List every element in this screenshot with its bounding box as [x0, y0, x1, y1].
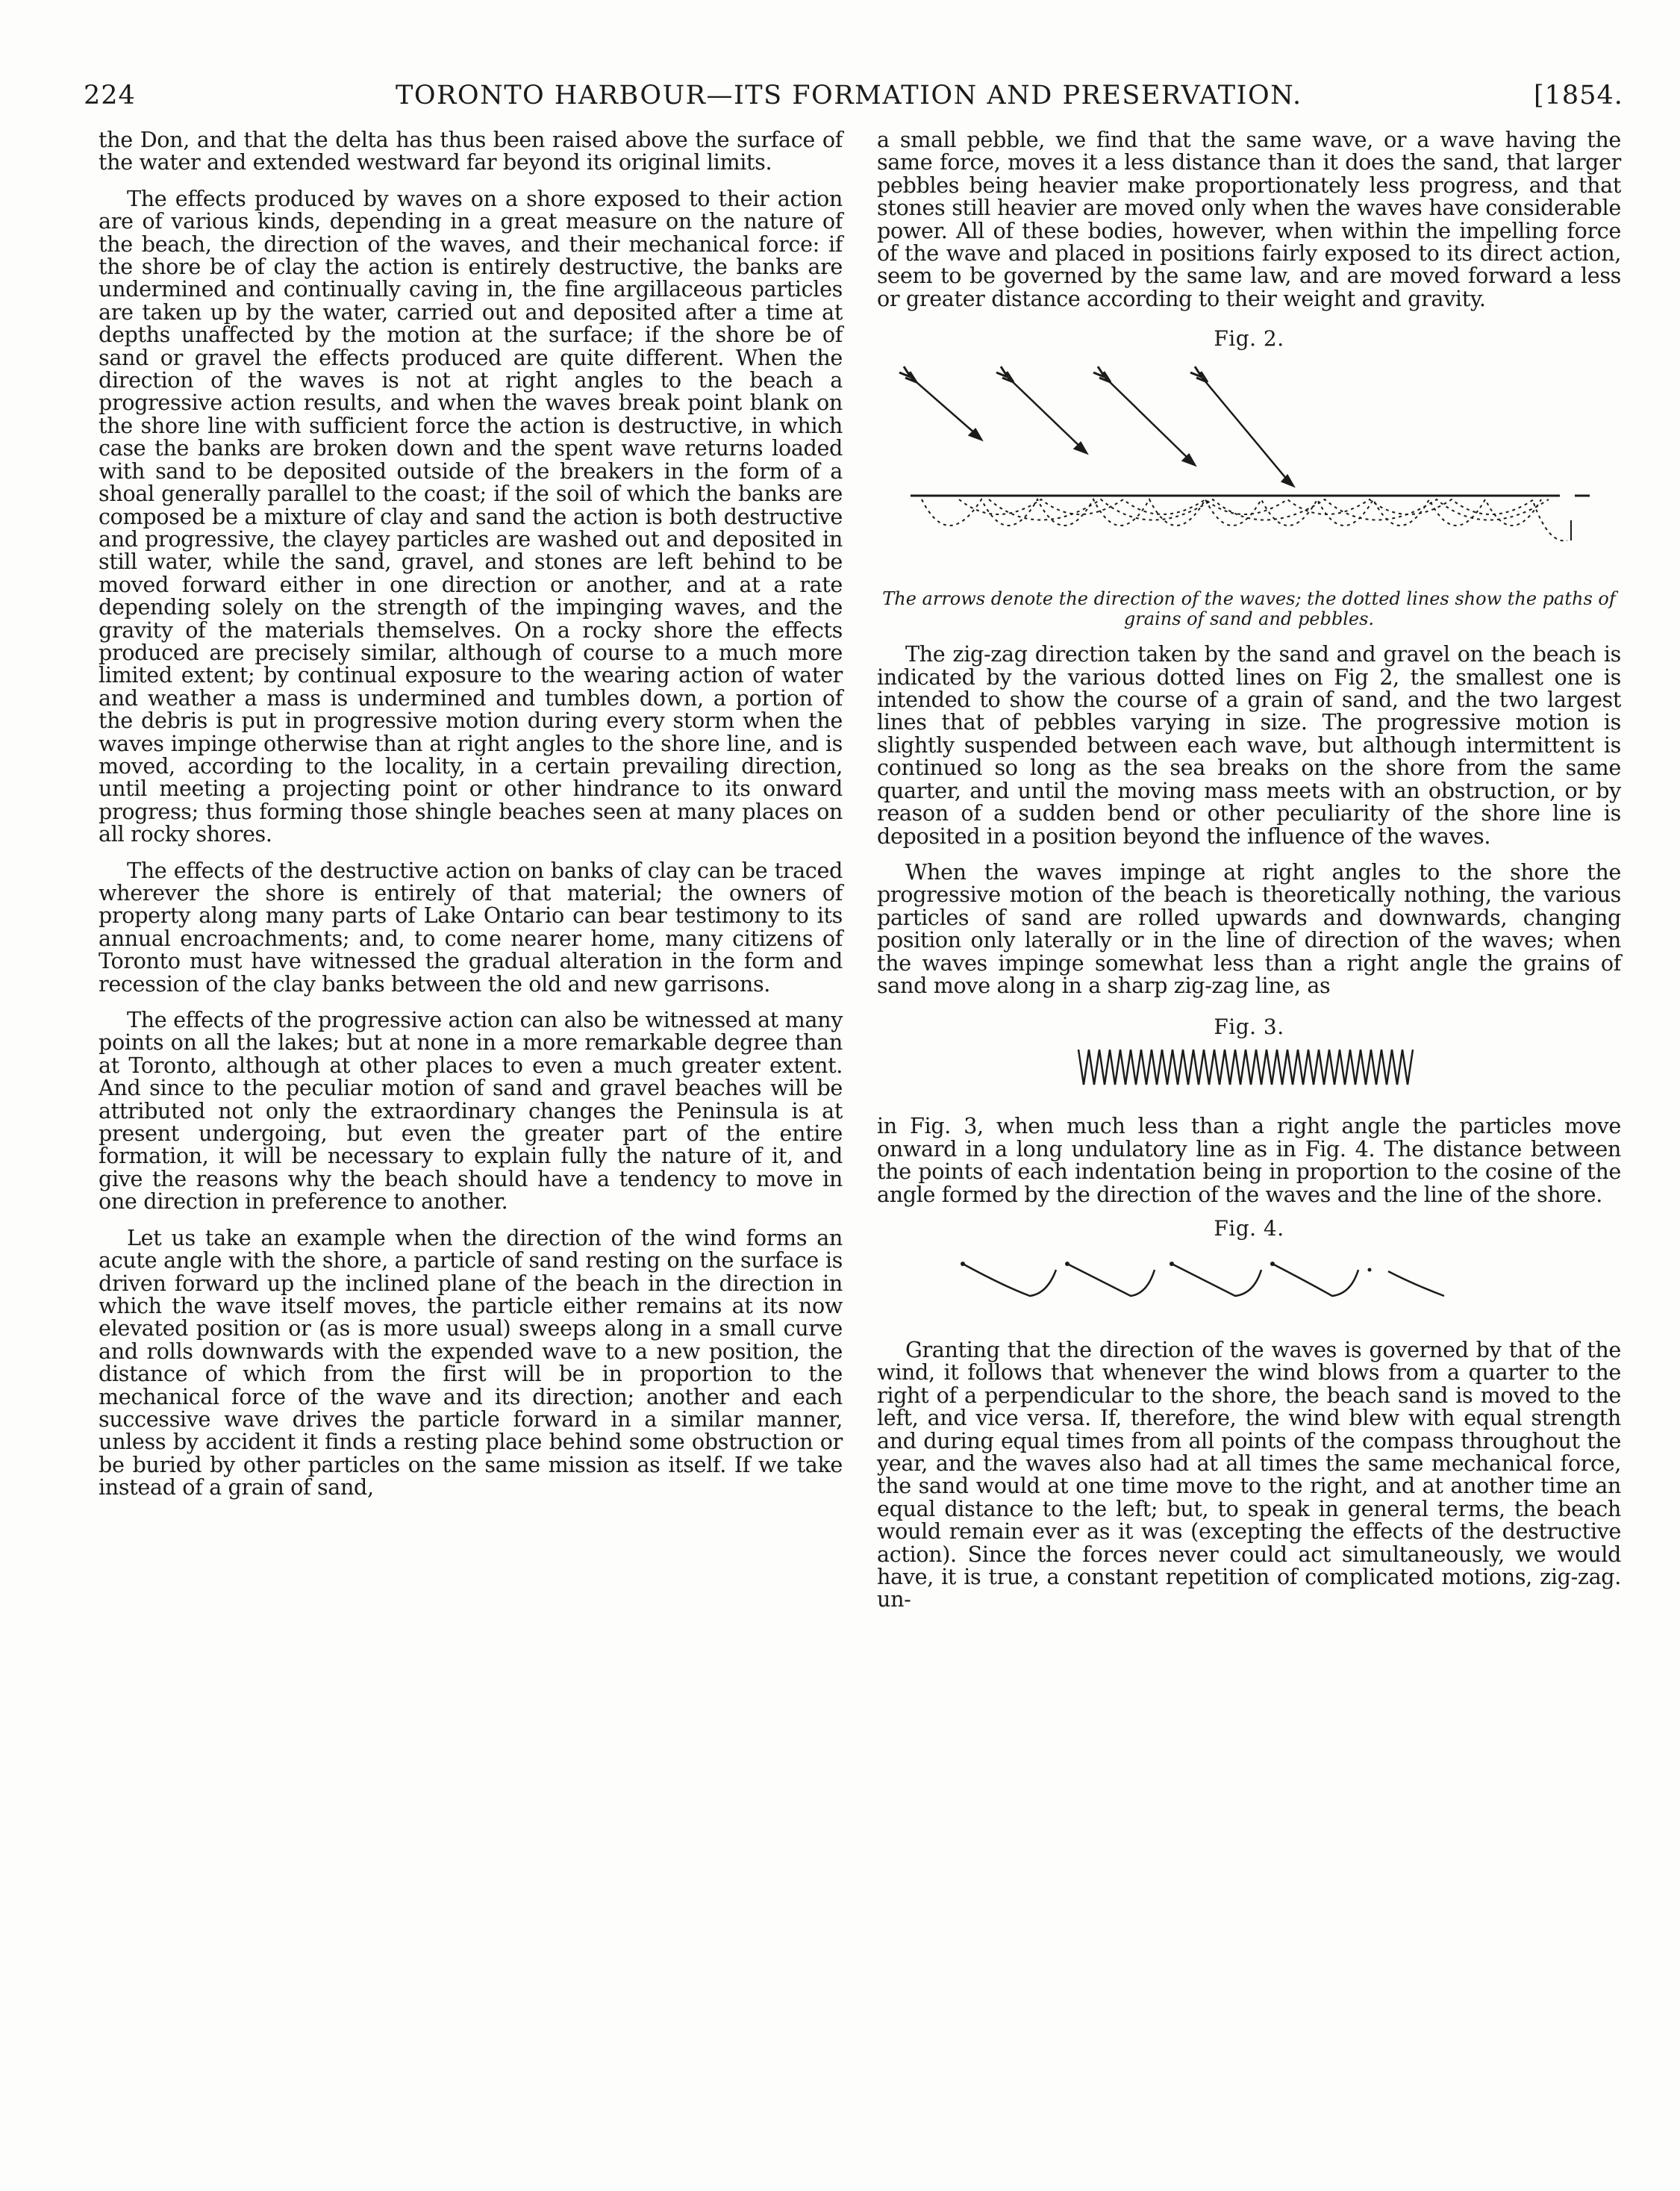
arrow-icon	[899, 367, 981, 440]
fig2-label: Fig. 2.	[1214, 326, 1284, 352]
fig2-caption: The arrows denote the direction of the waves; the dotted lines show the paths of grains of sand and pebbles.	[882, 588, 1616, 630]
paragraph: in Fig. 3, when much less than a right angle the particles move onward in a long undulatory line as in Fig. 4. The distance between the points of each indentation being in proportion to the cosine of the angle formed by the direction of the waves and the line of the shore.	[877, 1113, 1621, 1207]
paragraph: The effects of the destructive action on banks of clay can be traced wherever the shore is entirely of that material; the owners of property along many parts of Lake Ontario can bear testimony to its annual encroachments; and, to come nearer home, many citizens of Toronto must have witnessed the gradual alteration in the form and recession of the clay banks between the old and new garrisons.	[99, 857, 843, 997]
paragraph: a small pebble, we find that the same wave, or a wave having the same force, moves it a less distance than it does the sand, that larger pebbles being heavier make proportionately less progress, and that stones still heavier are moved only when the waves have considerable power. All of these bodies, however, when within the impelling force of the wave and placed in positions fairly exposed to its direct action, seem to be governed by the same law, and are moved forward a less or greater distance according to their weight and gravity.	[877, 127, 1621, 311]
fig2-figure	[877, 350, 1621, 589]
fig3-figure	[877, 1038, 1621, 1098]
paragraph: The effects produced by waves on a shore exposed to their action are of various kinds, depending in a great measure on the nature of the beach, the direction of the waves, and their mechanical force: if the shore be of clay the action is entirely destructive, the banks are undermined and continually caving in, the fine argillaceous particles are taken up by the water, carried out and deposited after a time at depths unaffected by the motion at the surface; if the shore be of sand or gravel the effects produced are quite different. When the direction of the waves is not at right angles to the beach a progressive action results, and when the waves break point blank on the shore line with sufficient force the action is destructive, in which case the banks are broken down and the spent wave returns loaded with sand to be deposited outside of the breakers in the form of a shoal generally parallel to the coast; if the soil of which the banks are composed be a mixture of clay and sand the action is both destructive and progressive, the clayey particles are washed out and deposited in still water, while the sand, gravel, and stones are left behind to be moved forward either in one direction or another, and at a rate depending solely on the strength of the impinging waves, and the gravity of the materials themselves. On a rocky shore the effects produced are precisely similar, although of course to a much more limited extent; by continual exposure to the wearing action of water and weather a mass is undermined and tumbles down, a portion of the debris is put in progressive motion during every storm when the waves impinge otherwise than at right angles to the shore line, and is moved, according to the locality, in a certain prevailing direction, until meeting a projecting point or other hindrance to its onward progress; thus forming those shingle beaches seen at many places on all rocky shores.	[99, 185, 843, 847]
wave-arrows	[899, 367, 1293, 486]
left-column	[99, 128, 843, 1499]
arrow-icon	[1093, 367, 1195, 465]
fig4-label: Fig. 4.	[1214, 1215, 1284, 1241]
page-number: 224	[84, 81, 136, 110]
paragraph: The zig-zag direction taken by the sand and gravel on the beach is indicated by the various dotted lines on Fig 2, the smallest one is intended to show the course of a grain of sand, and the two largest lines that of pebbles varying in size. The progressive motion is slightly suspended between each wave, but although intermittent is continued so long as the sea breaks on the shore from the same quarter, and until the moving mass meets with an obstruction, or by reason of a sudden bend or other peculiarity of the shore line is deposited in a position beyond the influence of the waves.	[877, 641, 1621, 849]
paragraph: the Don, and that the delta has thus been raised above the surface of the water and extended westward far beyond its original limits.	[99, 127, 843, 175]
paragraph: Let us take an example when the direction of the wind forms an acute angle with the shore, a particle of sand resting on the surface is driven forward up the inclined plane of the beach in the direction in which the wave itself moves, the particle either remains at its now elevated position or (as is more usual) sweeps along in a small curve and rolls downwards with the expended wave to a new position, the distance of which from the first will be in proportion to the mechanical force of the wave and its direction; another and each successive wave drives the particle forward in a similar manner, unless by accident it finds a resting place behind some obstruction or be buried by other particles on the same mission as itself. If we take instead of a grain of sand,	[99, 1224, 843, 1500]
paragraph: Granting that the direction of the waves is governed by that of the wind, it follows that whenever the wind blows from a quarter to the right of a perpendicular to the shore, the beach sand is moved to the left, and vice versa. If, therefore, the wind blew with equal strength and during equal times from all points of the compass throughout the year, and the waves also had at all times the same mechanical force, the sand would at one time move to the right, and at another time an equal distance to the left; but, to speak in general terms, the beach would remain ever as it was (excepting the effects of the destructive action). Since the forces never could act simultaneously, we would have, it is true, a constant repetition of complicated motions, zig-zag. un-	[877, 1336, 1621, 1612]
fig3-label: Fig. 3.	[1214, 1015, 1284, 1040]
paragraph: The effects of the progressive action can also be witnessed at many points on all the lakes; but at none in a more remarkable degree than at Toronto, although at other places to even a much greater extent. And since to the peculiar motion of sand and gravel beaches will be attributed not only the extraordinary changes the Peninsula is at present undergoing, but even the greater part of the entire formation, it will be necessary to explain fully the nature of it, and give the reasons why the beach should have a tendency to move in one direction in preference to another.	[99, 1007, 843, 1215]
running-header	[0, 0, 1680, 119]
right-column	[877, 128, 1621, 1611]
paragraph: When the waves impinge at right angles to the shore the progressive motion of the beach is theoretically nothing, the various particles of sand are rolled upwards and downwards, changing position only laterally or in the line of direction of the waves; when the waves impinge somewhat less than a right angle the grains of sand move along in a sharp zig-zag line, as	[877, 858, 1621, 998]
fig4-figure	[877, 1240, 1621, 1322]
arrow-icon	[1190, 367, 1293, 486]
running-title: TORONTO HARBOUR—ITS FORMATION AND PRESERVATION.	[396, 81, 1302, 110]
particle-paths	[922, 499, 1567, 540]
arrow-icon	[996, 367, 1087, 453]
header-year: [1854.	[1534, 81, 1623, 110]
